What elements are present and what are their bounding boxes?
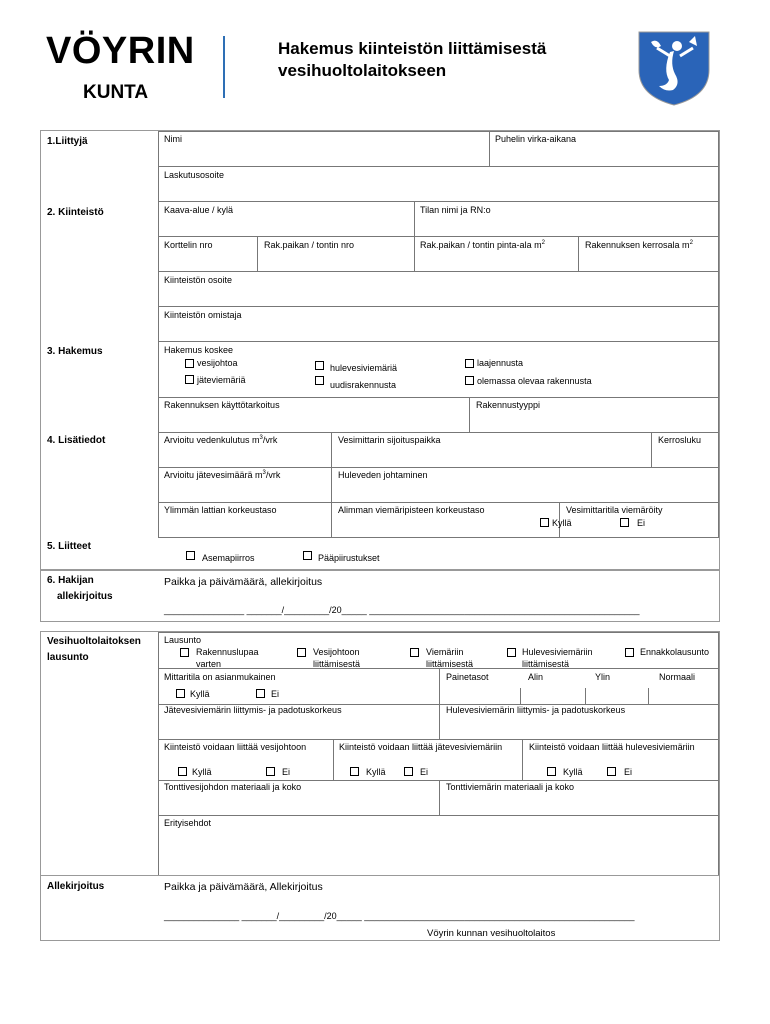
- can-connect-water-yes-label: Kyllä: [192, 767, 212, 777]
- water-connection-checkbox[interactable]: [297, 648, 306, 657]
- can-connect-sewer-yes-label: Kyllä: [366, 767, 386, 777]
- applicant-signature-line[interactable]: ________________ _______/_________/20_____ ______________________________________________________: [164, 605, 640, 615]
- sewer-checkbox[interactable]: [185, 375, 194, 384]
- section-applicant: 1.Liittyjä: [47, 136, 88, 147]
- sewer-label: jäteviemäriä: [197, 375, 246, 385]
- estate-name-label: Tilan nimi ja RN:o: [420, 205, 491, 215]
- new-building-label: uudisrakennusta: [330, 380, 397, 390]
- meter-room-ok-yes-label: Kyllä: [190, 689, 210, 699]
- water-consumption-label: Arvioitu vedenkulutus $m^3$/vrk: [164, 435, 278, 445]
- can-connect-water-yes-checkbox[interactable]: [178, 767, 187, 776]
- stormwater-connection-checkbox[interactable]: [507, 648, 516, 657]
- property-owner-field[interactable]: [158, 306, 719, 342]
- section-applicant-signature: 6. Hakijan: [47, 575, 94, 586]
- building-type-label: Rakennustyyppi: [476, 400, 541, 410]
- can-connect-water-no-checkbox[interactable]: [266, 767, 275, 776]
- pressure-divider: [520, 688, 521, 704]
- coat-of-arms-icon: [637, 30, 711, 106]
- wastewater-amount-label: Arvioitu jätevesimäärä $m^3$/vrk: [164, 470, 281, 480]
- municipality-name: VÖYRIN: [46, 30, 195, 72]
- building-permit-label-2: varten: [196, 659, 222, 669]
- block-number-label: Korttelin nro: [164, 240, 213, 250]
- can-connect-stormwater-no-label: Ei: [624, 767, 633, 777]
- meter-room-ok-no-label: Ei: [271, 689, 280, 699]
- name-label: Nimi: [164, 134, 182, 144]
- billing-address-label: Laskutusosoite: [164, 170, 225, 180]
- pressure-levels-label: Painetasot: [446, 672, 489, 682]
- stormwater-checkbox[interactable]: [315, 361, 324, 370]
- can-connect-stormwater-yes-checkbox[interactable]: [547, 767, 556, 776]
- floor-area-label: Rakennuksen kerrosala $m^2$: [585, 240, 693, 250]
- site-plan-checkbox[interactable]: [186, 551, 195, 560]
- new-building-checkbox[interactable]: [315, 376, 324, 385]
- floor-count-label: Kerrosluku: [658, 435, 702, 445]
- utility-signature-line[interactable]: _______________ _______/_________/20_____ ______________________________________________________: [164, 911, 635, 921]
- property-owner-label: Kiinteistön omistaja: [164, 310, 242, 320]
- statement-label: Lausunto: [164, 635, 202, 645]
- existing-building-checkbox[interactable]: [465, 376, 474, 385]
- meter-room-ok-no-checkbox[interactable]: [256, 689, 265, 698]
- section-utility-statement: Vesihuoltolaitoksen: [47, 636, 141, 647]
- zoning-area-label: Kaava-alue / kylä: [164, 205, 234, 215]
- meter-room-no-checkbox[interactable]: [620, 518, 629, 527]
- stormwater-level-label: Hulevesiviemärin liittymis- ja padotuskorkeus: [446, 705, 626, 715]
- can-connect-water-no-label: Ei: [282, 767, 291, 777]
- application-concerns-group: [158, 341, 719, 398]
- can-connect-sewer-label: Kiinteistö voidaan liittää jätevesiviemäriin: [339, 742, 503, 752]
- stormwater-connection-label-2: liittämisestä: [522, 659, 570, 669]
- pressure-divider: [585, 688, 586, 704]
- utility-signature-frame: [40, 875, 720, 941]
- section-property: 2. Kiinteistö: [47, 207, 104, 218]
- form-title-line2: vesihuoltolaitokseen: [278, 61, 447, 80]
- form-title-line1: Hakemus kiinteistön liittämisestä: [278, 39, 547, 58]
- can-connect-sewer-yes-checkbox[interactable]: [350, 767, 359, 776]
- section-utility-statement-2: lausunto: [47, 652, 89, 663]
- header-divider: [223, 36, 225, 98]
- existing-building-label: olemassa olevaa rakennusta: [477, 376, 592, 386]
- section-application: 3. Hakemus: [47, 346, 103, 357]
- water-connection-label: Vesijohtoon: [313, 647, 360, 657]
- applicant-place-date-label: Paikka ja päivämäärä, allekirjoitus: [164, 576, 323, 588]
- top-floor-level-label: Ylimmän lattian korkeustaso: [164, 505, 277, 515]
- can-connect-sewer-no-checkbox[interactable]: [404, 767, 413, 776]
- pressure-max-label: Ylin: [595, 672, 611, 682]
- site-plan-label: Asemapiirros: [202, 553, 255, 563]
- plot-number-label: Rak.paikan / tontin nro: [264, 240, 355, 250]
- section-attachments: 5. Liitteet: [47, 541, 91, 552]
- billing-address-field[interactable]: [158, 166, 719, 202]
- section-signature: Allekirjoitus: [47, 881, 105, 892]
- water-connection-label-2: liittämisestä: [313, 659, 361, 669]
- preliminary-statement-label: Ennakkolausunto: [640, 647, 710, 657]
- extension-checkbox[interactable]: [465, 359, 474, 368]
- municipality-type: KUNTA: [83, 82, 149, 103]
- name-field[interactable]: [158, 131, 490, 167]
- can-connect-stormwater-label: Kiinteistö voidaan liittää hulevesiviemäriin: [529, 742, 695, 752]
- can-connect-sewer-no-label: Ei: [420, 767, 429, 777]
- utility-place-date-label: Paikka ja päivämäärä, Allekirjoitus: [164, 881, 323, 893]
- sewer-connection-label-2: liittämisestä: [426, 659, 474, 669]
- building-permit-checkbox[interactable]: [180, 648, 189, 657]
- section-applicant-signature-2: allekirjoitus: [57, 591, 113, 602]
- pressure-divider: [648, 688, 649, 704]
- service-sewer-material-label: Tonttiviemärin materiaali ja koko: [446, 782, 575, 792]
- preliminary-statement-checkbox[interactable]: [625, 648, 634, 657]
- water-pipe-label: vesijohtoa: [197, 358, 238, 368]
- form-title: [278, 38, 608, 82]
- special-conditions-label: Erityisehdot: [164, 818, 212, 828]
- plot-area-label: Rak.paikan / tontin pinta-ala $m^2$: [420, 240, 545, 250]
- sewer-connection-checkbox[interactable]: [410, 648, 419, 657]
- can-connect-water-label: Kiinteistö voidaan liittää vesijohtoon: [164, 742, 307, 752]
- can-connect-stormwater-yes-label: Kyllä: [563, 767, 583, 777]
- sewer-level-label: Jätevesiviemärin liittymis- ja padotuskorkeus: [164, 705, 342, 715]
- pressure-min-label: Alin: [528, 672, 544, 682]
- special-conditions-field[interactable]: [158, 815, 719, 876]
- main-drawings-label: Pääpiirustukset: [318, 553, 380, 563]
- sewer-connection-label: Viemäriin: [426, 647, 464, 657]
- stormwater-label: hulevesiviemäriä: [330, 363, 398, 373]
- meter-room-yes-label: Kyllä: [552, 518, 572, 528]
- lowest-drain-level-label: Alimman viemäripisteen korkeustaso: [338, 505, 485, 515]
- building-use-label: Rakennuksen käyttötarkoitus: [164, 400, 280, 410]
- meter-room-yes-checkbox[interactable]: [540, 518, 549, 527]
- property-address-field[interactable]: [158, 271, 719, 307]
- main-drawings-checkbox[interactable]: [303, 551, 312, 560]
- application-concerns-label: Hakemus koskee: [164, 345, 234, 355]
- phone-label: Puhelin virka-aikana: [495, 134, 577, 144]
- utility-name-label: Vöyrin kunnan vesihuoltolaitos: [427, 928, 556, 939]
- pressure-normal-label: Normaali: [659, 672, 696, 682]
- meter-room-ok-label: Mittaritila on asianmukainen: [164, 672, 276, 682]
- building-permit-label: Rakennuslupaa: [196, 647, 259, 657]
- property-address-label: Kiinteistön osoite: [164, 275, 233, 285]
- section-additional-info: 4. Lisätiedot: [47, 435, 106, 446]
- meter-location-label: Vesimittarin sijoituspaikka: [338, 435, 441, 445]
- extension-label: laajennusta: [477, 358, 524, 368]
- meter-room-no-label: Ei: [637, 518, 646, 528]
- stormwater-connection-label: Hulevesiviemäriin: [522, 647, 593, 657]
- water-pipe-checkbox[interactable]: [185, 359, 194, 368]
- stormwater-drainage-label: Huleveden johtaminen: [338, 470, 428, 480]
- service-pipe-material-label: Tonttivesijohdon materiaali ja koko: [164, 782, 302, 792]
- meter-room-drained-label: Vesimittaritila viemäröity: [566, 505, 663, 515]
- can-connect-stormwater-no-checkbox[interactable]: [607, 767, 616, 776]
- meter-room-ok-yes-checkbox[interactable]: [176, 689, 185, 698]
